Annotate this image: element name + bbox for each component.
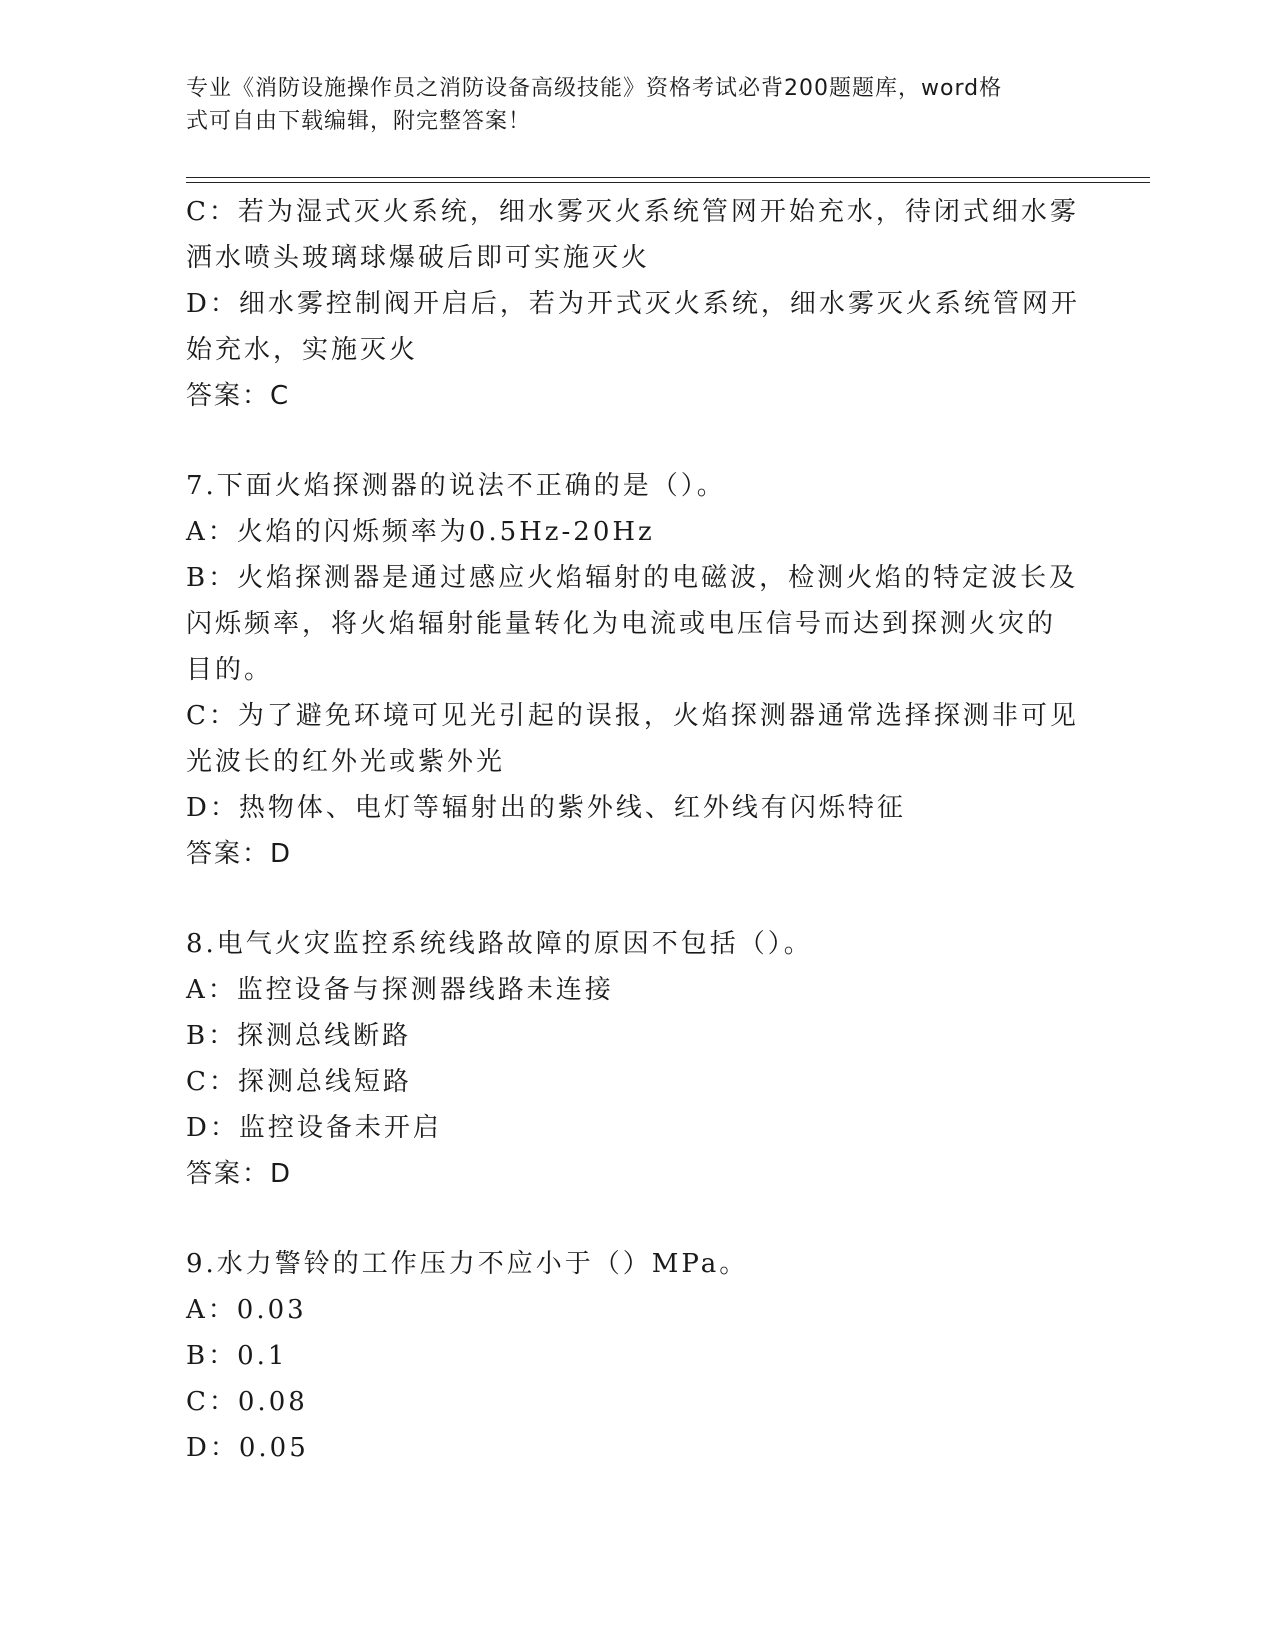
answer-text: 答案：D <box>186 839 293 869</box>
answer-text: 答案：D <box>186 1159 293 1189</box>
question-9 <box>186 1241 1086 1471</box>
option-d-line-2: 始充水，实施灭火 <box>186 335 419 365</box>
option-b-line-2: 闪烁频率，将火焰辐射能量转化为电流或电压信号而达到探测火灾的 <box>186 609 1057 639</box>
header-rule-top <box>186 177 1150 178</box>
document-header <box>186 72 1066 138</box>
header-line-1: 专业《消防设施操作员之消防设备高级技能》资格考试必背200题题库，word格 <box>186 76 1003 101</box>
option-d-line-1: D：细水雾控制阀开启后，若为开式灭火系统，细水雾灭火系统管网开 <box>186 289 1080 319</box>
option-d: D：热物体、电灯等辐射出的紫外线、红外线有闪烁特征 <box>186 793 906 823</box>
option-c-line-1: C：若为湿式灭火系统，细水雾灭火系统管网开始充水，待闭式细水雾 <box>186 197 1079 227</box>
question-content <box>186 189 1086 1471</box>
spacer <box>186 419 1086 463</box>
option-b: B：探测总线断路 <box>186 1021 412 1051</box>
previous-question-continuation <box>186 189 1086 419</box>
question-text: 9.水力警铃的工作压力不应小于（）MPa。 <box>186 1249 749 1279</box>
option-c-line-1: C：为了避免环境可见光引起的误报，火焰探测器通常选择探测非可见 <box>186 701 1079 731</box>
header-rule-bottom <box>186 182 1150 183</box>
option-c-line-2: 洒水喷头玻璃球爆破后即可实施灭火 <box>186 243 651 273</box>
header-line-2: 式可自由下载编辑，附完整答案！ <box>186 109 532 134</box>
option-a: A：0.03 <box>186 1295 307 1325</box>
spacer <box>186 1197 1086 1241</box>
question-8 <box>186 921 1086 1197</box>
question-text: 8.电气火灾监控系统线路故障的原因不包括（）。 <box>186 929 813 959</box>
spacer <box>186 877 1086 921</box>
option-b: B：0.1 <box>186 1341 288 1371</box>
option-c: C：探测总线短路 <box>186 1067 412 1097</box>
option-d: D：监控设备未开启 <box>186 1113 442 1143</box>
option-c-line-2: 光波长的红外光或紫外光 <box>186 747 506 777</box>
option-d: D：0.05 <box>186 1433 309 1463</box>
answer-text: 答案：C <box>186 381 291 411</box>
option-a: A：火焰的闪烁频率为0.5Hz-20Hz <box>186 517 655 547</box>
option-b-line-1: B：火焰探测器是通过感应火焰辐射的电磁波，检测火焰的特定波长及 <box>186 563 1079 593</box>
question-7 <box>186 463 1086 877</box>
option-b-line-3: 目的。 <box>186 655 274 685</box>
question-text: 7.下面火焰探测器的说法不正确的是（）。 <box>186 471 726 501</box>
option-a: A：监控设备与探测器线路未连接 <box>186 975 614 1005</box>
option-c: C：0.08 <box>186 1387 308 1417</box>
